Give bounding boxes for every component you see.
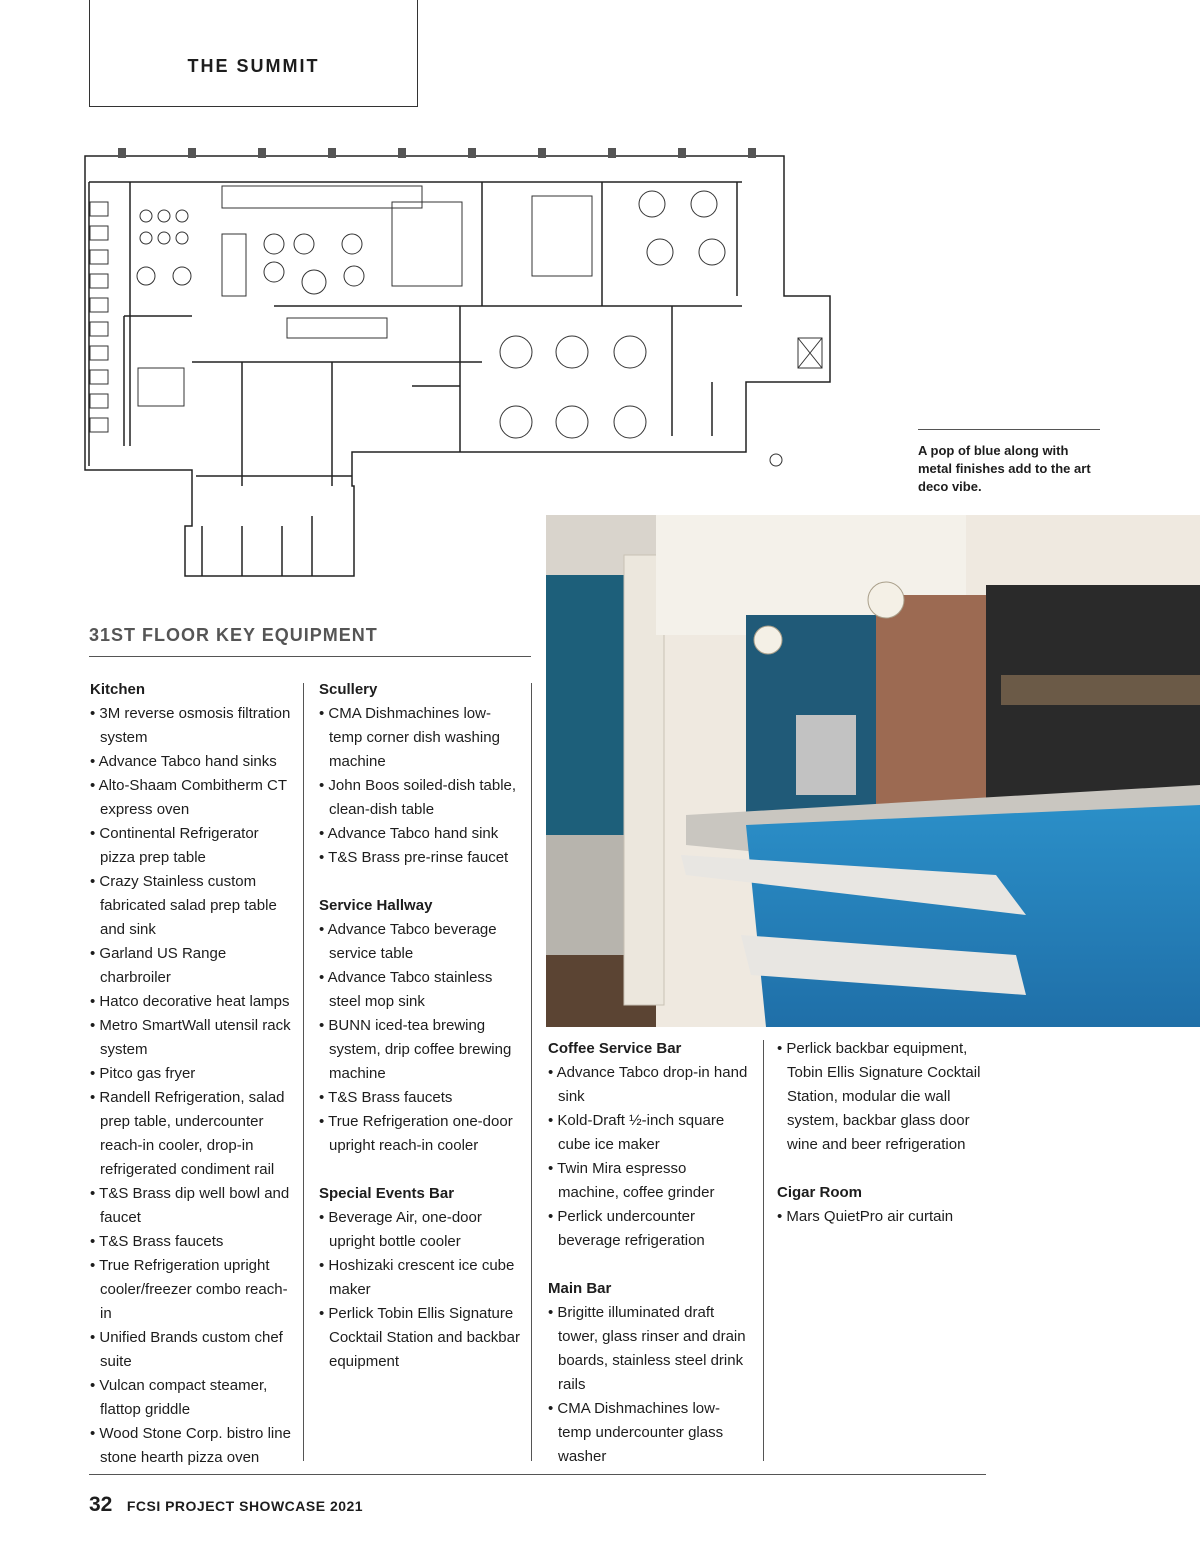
equipment-item: • Twin Mira espresso machine, coffee grinder — [548, 1157, 748, 1205]
equipment-item: • Advance Tabco beverage service table — [319, 918, 524, 966]
equipment-heading: Scullery — [319, 681, 378, 698]
equipment-item: • Advance Tabco hand sinks — [90, 750, 295, 774]
equipment-heading: Main Bar — [548, 1280, 612, 1297]
equipment-item: • T&S Brass pre-rinse faucet — [319, 846, 524, 870]
equipment-item: • BUNN iced-tea brewing system, drip coffee brewing machine — [319, 1014, 524, 1086]
equipment-item: • Alto-Shaam Combitherm CT express oven — [90, 774, 295, 822]
column-divider — [303, 683, 304, 1461]
equipment-list — [319, 1206, 524, 1374]
equipment-item: • Vulcan compact steamer, flattop griddle — [90, 1374, 295, 1422]
equipment-item: • Metro SmartWall utensil rack system — [90, 1014, 295, 1062]
equipment-list — [319, 918, 524, 1158]
equipment-list — [548, 1301, 748, 1469]
equipment-item: • T&S Brass dip well bowl and faucet — [90, 1182, 295, 1230]
equipment-item: • Garland US Range charbroiler — [90, 942, 295, 990]
equipment-item: • Kold-Draft ½-inch square cube ice maker — [548, 1109, 748, 1157]
floor-plan-drawing — [82, 146, 832, 578]
equipment-column — [90, 678, 295, 1494]
equipment-item: • Crazy Stainless custom fabricated salad prep table and sink — [90, 870, 295, 942]
page-number: 32 — [89, 1493, 113, 1516]
equipment-heading: Coffee Service Bar — [548, 1040, 682, 1057]
equipment-list — [319, 702, 524, 870]
equipment-item: • Wood Stone Corp. bistro line stone hearth pizza oven — [90, 1422, 295, 1470]
publication-name: FCSI PROJECT SHOWCASE 2021 — [126, 1498, 364, 1514]
equipment-item: • Advance Tabco hand sink — [319, 822, 524, 846]
equipment-list — [548, 1061, 748, 1253]
equipment-heading: Kitchen — [90, 681, 146, 698]
equipment-item: • Continental Refrigerator pizza prep table — [90, 822, 295, 870]
equipment-item: • True Refrigeration one-door upright reach-in cooler — [319, 1110, 524, 1158]
equipment-item: • True Refrigeration upright cooler/freezer combo reach-in — [90, 1254, 295, 1326]
equipment-item: • Perlick Tobin Ellis Signature Cocktail Station and backbar equipment — [319, 1302, 524, 1374]
equipment-list — [90, 702, 295, 1470]
equipment-column — [777, 1037, 987, 1253]
equipment-item: • Perlick backbar equipment, Tobin Ellis Signature Cocktail Station, modular die wall system, backbar glass door wine and beer refrigeration — [777, 1037, 987, 1157]
equipment-item: • Pitco gas fryer — [90, 1062, 295, 1086]
bar-photo — [546, 515, 1200, 1027]
equipment-item: • CMA Dishmachines low-temp undercounter glass washer — [548, 1397, 748, 1469]
equipment-item: • Advance Tabco stainless steel mop sink — [319, 966, 524, 1014]
section-title: 31ST FLOOR KEY EQUIPMENT — [89, 625, 378, 645]
equipment-item: • Perlick undercounter beverage refrigeration — [548, 1205, 748, 1253]
equipment-item: • Randell Refrigeration, salad prep table, undercounter reach-in cooler, drop-in refrigerated condiment rail — [90, 1086, 295, 1182]
equipment-list — [777, 1205, 987, 1229]
column-divider — [531, 683, 532, 1461]
page-title: THE SUMMIT — [187, 56, 320, 76]
equipment-item: • T&S Brass faucets — [319, 1086, 524, 1110]
equipment-item: • John Boos soiled-dish table, clean-dish table — [319, 774, 524, 822]
equipment-item: • 3M reverse osmosis filtration system — [90, 702, 295, 750]
equipment-heading: Cigar Room — [777, 1184, 863, 1201]
footer-divider — [89, 1474, 986, 1475]
equipment-item: • Brigitte illuminated draft tower, glass rinser and drain boards, stainless steel drink rails — [548, 1301, 748, 1397]
equipment-column — [548, 1037, 748, 1493]
header-box — [89, 0, 418, 107]
equipment-item: • Mars QuietPro air curtain — [777, 1205, 987, 1229]
column-divider — [763, 1040, 764, 1461]
equipment-item: • Unified Brands custom chef suite — [90, 1326, 295, 1374]
equipment-item: • Advance Tabco drop-in hand sink — [548, 1061, 748, 1109]
equipment-item: • Hatco decorative heat lamps — [90, 990, 295, 1014]
equipment-item: • Beverage Air, one-door upright bottle cooler — [319, 1206, 524, 1254]
equipment-heading: Special Events Bar — [319, 1185, 455, 1202]
photo-caption: A pop of blue along with metal finishes add to the art deco vibe. — [918, 429, 1100, 496]
equipment-list — [777, 1037, 987, 1157]
page-footer — [89, 1493, 363, 1517]
equipment-item: • T&S Brass faucets — [90, 1230, 295, 1254]
equipment-heading: Service Hallway — [319, 897, 433, 914]
equipment-item: • CMA Dishmachines low-temp corner dish washing machine — [319, 702, 524, 774]
equipment-column — [319, 678, 524, 1398]
section-divider — [89, 656, 531, 657]
equipment-item: • Hoshizaki crescent ice cube maker — [319, 1254, 524, 1302]
